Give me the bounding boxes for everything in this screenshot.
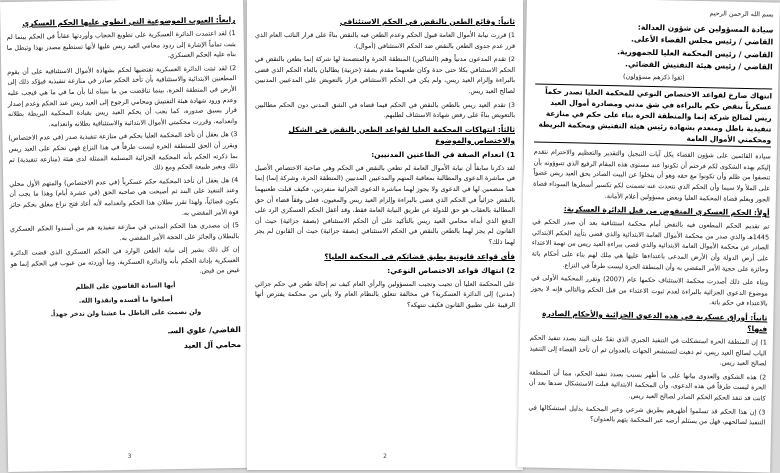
subheading: 1) انعدام الصفة في الطاعنين المدنيين: xyxy=(371,149,515,159)
addressee: القاضي / رئيس المحكمة العليا للجمهورية. xyxy=(617,47,773,60)
addressee: القاضي / رئيس هيئة التفتيش القضائي. xyxy=(625,59,773,72)
closing-line: ولن نصمت على الباطل ما عشنا ولن ندخر جهداً. xyxy=(50,307,202,319)
document-page-1 xyxy=(517,0,780,473)
addressee: القاضي / رئيس مجلس القضاء الأعلى. xyxy=(630,34,774,47)
subheading: 2) انتهاك قواعد الاختصاص النوعي: xyxy=(387,265,515,275)
signature-name: محامي آل العيد xyxy=(183,339,242,350)
signature-role: الفاضي/ علوي السـ xyxy=(168,324,241,336)
paragraph: لقد ذكرنا سابقاً أن نيابة الأموال العامة لم تطعن بالنقض في الحكم وهي صاحبة الاختصاص الأصيل في مباشرة الدعوى والمطالبة بمعاقبة المتهم والمدعيين المدنيين (المنطقة الحرة، وشركة إنما) إنما هما منضمين لها في الدعوى ولا يجوز لهما مباشرة الدعوى الجزائية منفردين، فكيف قبلت طعنيهما بالنقض جزائياً في الحكم الذي قضى بالبراءة وإلزام العيد ريس والمعيون، فعلى وفقاً قضاء أن حق المطالبة بالعقاب هو حق للدولة عن طريق النيابة العامة فقط، وقد أغفل الحكم العسكري الرد على الدفع الذي أبداه محامي العيد ريس بالتأكيد على أن الحكم الاستئنافي (بصفة جزائية) حيث أن القانون لم يجز لهما بالطعن بالنقض في الحكم الاستئنافي (بصفة جزائية) حيث أن القانون لم يجز لهما ذلك؟ xyxy=(255,163,515,246)
page-number: 3 xyxy=(127,452,132,460)
section-heading-2: ثانياً: وقائع الطعن بالنقض في الحكم الاستئنافي xyxy=(339,17,515,26)
question-line: فأي قواعد قانونية يطبق قضاتكم في المحكمة العليا؟ xyxy=(324,251,515,261)
section-heading-4: رابعاً: العيوب الموضوعية التي انطوى عليها الحكم العسكري xyxy=(22,15,236,28)
page-number: 2 xyxy=(383,453,387,460)
paragraph: 2) تقدم المدعون مدنياً وهم (الشاكين) المنطقة الحرة والمتضمنة لها شركة إنما بطعن بالنقض في الحكم الاستئنافي بكلا حتى حدة وكان طعنهما مقدم بصفة (حزبية) يطالبان بالغاء الحكم الذي قضى بالبراءة وإلزام العيد ريس، ولم يكن في الحكم الاستئنافي قرار بالتعويض على المدعيين المدنيين لصالح العيد ريس. xyxy=(255,55,515,95)
addressee: سيادة المسؤولين عن شؤون العدالة: xyxy=(637,22,774,35)
paragraph: على المحكمة العليا أن تجيب وتجيب المسؤولين والرأي العام كيف تم إحالة طعن في حكم جزائي (مدني) إلى الدائرة العسكرية؟ في مخالفة تتعلق بالنظام العام ولا يأتي من محكمة يفترض أنها الرقيبة على تطبيق القانون فكيف تنتهكه؟ xyxy=(255,279,515,309)
paragraph: 3) إن هذا الحكم قد تسلموا أظهرهم بطريق شرعي وعبر المحكمة بدليل استشكالها في التنفيذ لصالحهم، فهل من يستلم أرضه عبر المحكمة يتهم بالعدوان؟ xyxy=(528,402,766,427)
paragraph: 3) تقدم العيد ريس بالطعن بالنقض في الحكم فيما قضاه في الشق المدني دون الحكم مطالبين بالتعويض بناءً على رفض شهادة الاستئناف لطلبهم. xyxy=(255,100,515,120)
paragraph: 2) هذه الشكوى والعدوى بيانها على ما أظهر بسبب بصدد تنفيذ الحكم، مما أن المنطقة الحرة ليست طرفاً في هذه الدعوى، وأن المحكمة الابتدائية قبلت الاستشكال ضدها بعد أن كانت قد تنفذ الحكم الحكم الصادر لصالح العيد ريس. xyxy=(528,368,767,403)
section-heading-1: أولاً: الحكم العسكري المنقوض من قبل الدائرة العسكرية: xyxy=(563,204,770,218)
section-heading-3: ثالثاً: انتهاكات المحكمة العليا لقواعد الطعن بالنقض في الشكل والاختصاص والموضوع xyxy=(288,124,515,145)
paragraph: وبناء على ذلك أصدرت محكمة الاستئناف حكمها عام (2007) وتقرر المحكمة الأولى في موضوع الدعوى الجزائية بالبراءة لعدم ثبوت الاعتداء من قبل الحكم وبالتالي فإنه لا يجوز بالاعتداء في حكم باتة. xyxy=(530,273,769,308)
greeting: (تقوا ذكرهم مسؤولون) xyxy=(622,72,685,82)
paragraph: 1) لقد اعتمدت الدائرة العسكرية على تطويع الحجاب وأوردتها عقاباً في الحكم بينما لم يثبت تماماً الإشارة إلى ردود محامي العيد ريس عليها لأنها تستطيع مصدر بهذا وتبطل ما بناه عليه الحكم العسكري. xyxy=(6,29,237,60)
paragraph: إن كل ذلك يشير إلى نيابة الطعن الوارد في الحكم العسكري الذي قضت الدائرة العسكرية بإدانة الحكم بأنه والدائرة العسكرية، وما أوردته من عيوب في الحكم إنما هو غيض من فيض. xyxy=(10,245,240,276)
paragraph: 3) هل يعقل أن تأخذ المحكمة العليا بحكم في منازعة تنفيذية صدر (في عدم الاختصاص) ويقرر أن الحق للمنطقة الحرة ليست طرفاً في هذا النزاع فهي تحكم على العيد ريس بما ذكرته الحكم بأنه المحكمة الجزائية المسلمة الممثلة لدى هيئة (منازعة تنفيذية) ثم ذلك وبغير طبيعة الحكم ومع ذلك xyxy=(8,130,238,172)
section-heading-2b: ثانياً: أوراق عسكرية في هذه الدعوى الجزائية والأحكام الصادرة فيها؟ xyxy=(542,308,768,334)
subject-line: انتهاك صارخ لقواعد الاختصاص النوعي للمحكمة العليا تصدر حكماً عسكرياً بنقض حكم بالبراءة في شق مدني ومصادرة أموال العيد ريس لصالح شركة إنما والمنطقة الحرة بناء على حكم في منازعة تنفيذية باطل ومنعدم بشهادة رئيس هيئة التفتيش ومحكمة البريطة ومحكمتي الأموال العامة xyxy=(534,84,772,148)
paragraph: 1) إن المنطقة الحرة استشكلت في التنفيذ الجبري الذي تقدّ على البند بصدد تنفيذ الحكم الباب لصالح العيد ريس، ثم ذهبت لتستشعر الجهات بالعدوان ثم أن تأخذ القضاء إلى التنفيذ لصالح العيد ريس. xyxy=(529,333,767,368)
paragraph: 2) لقد ثبتت الدائرة العسكرية تقتضيها لحكم بشهادة الأموال الاستئنافية على أن يقوم المطعنين الابتدائية والاستئنافية بأن تأخذ الحكم صادر في منازعة تنفيذية فيؤكد ذلك إلى الأرض في المنطقة الحرة، بينما تناقضت من ما بنيناه لنا بأن ما في ما هي فيجب عليه وعدم ورود شهادة هيئة التفتيش ومحامي الرجوع إلى العيد ريس عند الحكم وعدم إصدار قرار يسبق صدوره، كما يجب أن يحكم العيد ريس بقيادة المحكمة البريطة بطلانه وانعدامه، وقررت محكمتي الأموال الابتدائية والاستئنافية بطلانه وانعدامه. xyxy=(7,63,238,129)
paragraph: 5) إن مصدري هذا الحكم المدني في منازعة تنفيذية هم من أسندوا الحكم العسكري بالبطلان والجائز على الحجة الأمر المقضي به. xyxy=(9,221,240,242)
closing-line: أيها السادة القاضون على الظلم xyxy=(75,281,176,291)
paragraph: تم تقديم الحكم المطعون فيه بالنقض أمام محكمة استئنافية بعد أن صدر الحكم في 1445هـ والذي صدر من محكمة الأموال العامة الابتدائية والذي قضى بتأييد الحكم الابتدائي الصادر عن محكمة الأموال العامة الابتدائية والذي قضى ببراءة العيد ريس من تهمة الاعتداء على أرض الدولة وأن الأرض المدعى باعتداءها عليها هي ملك لهم بناء على أحكام باتة وحائزة على حجية الأمر المقضي به وأن المنطقة الحرة ليست طرفاً في النزاع. xyxy=(531,217,770,274)
document-page-3 xyxy=(0,0,251,472)
paragraph: سيادة القائمين على شؤون القضاء يكل آيات التبجيل والتقدير والتعظيم والاحترام نتقدم إليكم بهذه الشكوى لكم فرحتم أن تكونوا عند مستوى هذه المقام الرفيع الذي تتبوؤونه بأن تنصفوا من ظلم وأن تكونوا مع حقه وهو أن يتخلوا عن البيت الصادر بحق العيد ريس عضواً على الملأ ولا سيما وأن الحكم الذي نتحدث عنه تضمنت لكم تكسير أسطرها السوداء قضاة الجور ويعلم قضاة المحكمة العليا وبعض مسؤولين أعلام الأمانة. xyxy=(533,147,771,204)
closing-line: أصلحوا ما أفسده وانقذوا الله. xyxy=(78,294,173,305)
document-page-2 xyxy=(247,0,523,470)
bismillah: بسم الله الرحمن الرحيم xyxy=(709,9,774,19)
paragraph: 4) هل يعقل أن تأخذ المحكمة حكم عسكرياً (في عدم الاختصاص) والمتهم الأول محلي وعند التنفيذ على البند ثم أصبحت هي صاحبة الحق (في عشرة أيام) وهذا ما يجب أن يكون قضائياً، ولهذا تقرر بطلان هذا الحكم وانعدامه لأنه أعاد فتح نزاع مغلق بحكم حائز قوة الأمر المقضي به. xyxy=(9,175,239,217)
paragraph: 1) قررت نيابة الأموال العامة قبول الحكم وعدم الطعن فيه بالنقض بناءً على قرار النائب العام الذي قرر عدم جدوى الطعن بالنقض ضد الحكم الاستئنافي (أموال). xyxy=(255,31,515,50)
